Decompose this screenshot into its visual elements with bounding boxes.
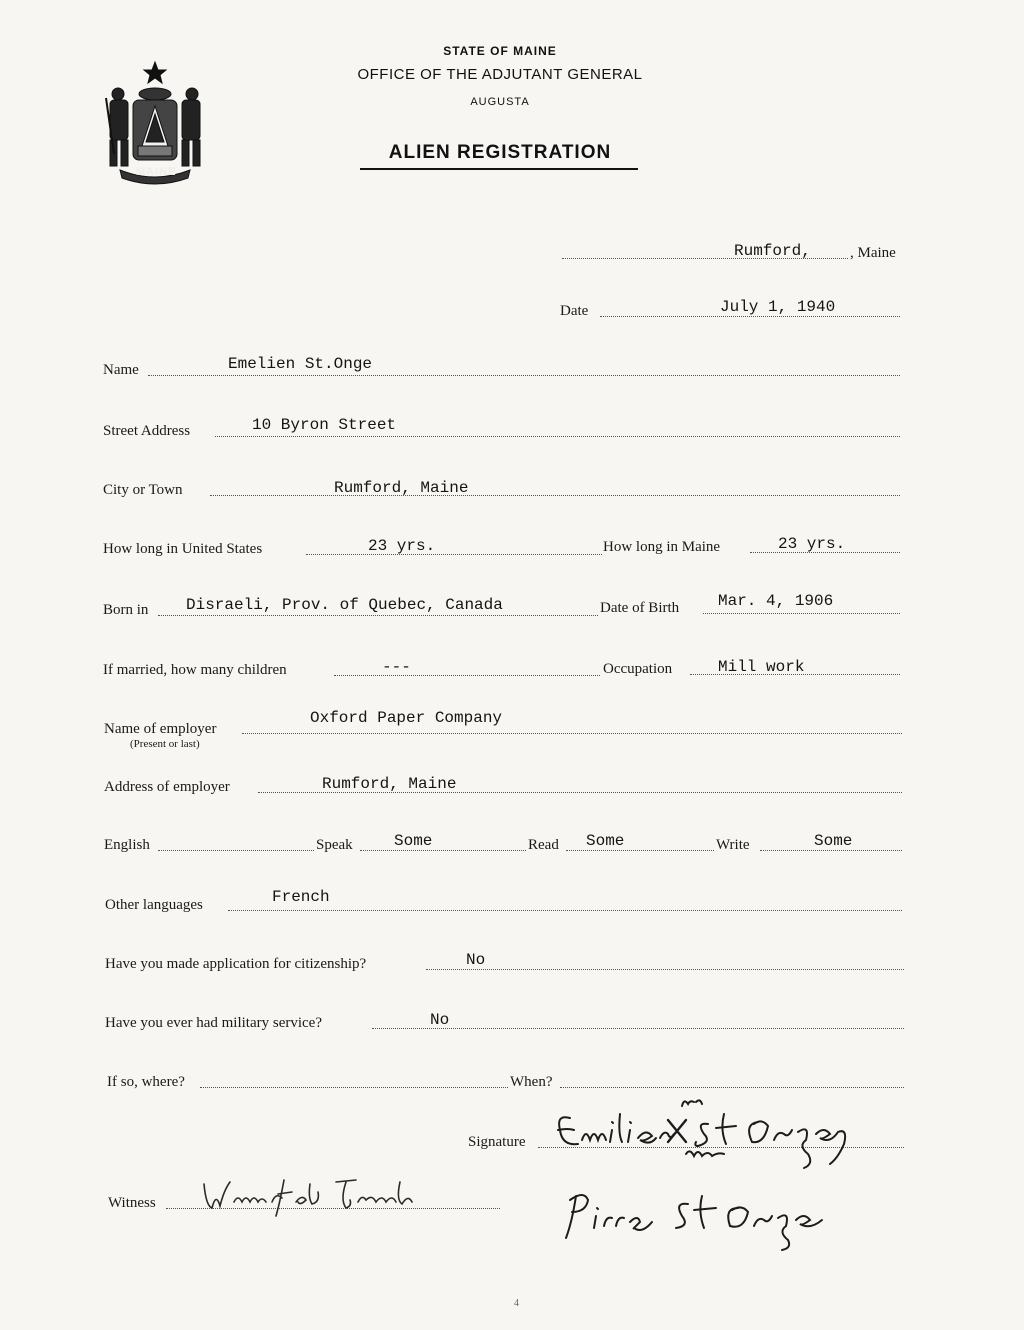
employer-label: Name of employer [104, 721, 217, 737]
header-office: OFFICE OF THE ADJUTANT GENERAL [357, 66, 643, 83]
city-dots [210, 495, 900, 496]
citizenship-dots [426, 969, 904, 970]
dob-dots [703, 613, 900, 614]
us-duration-value: 23 yrs. [368, 537, 436, 555]
street-label: Street Address [103, 423, 191, 439]
occupation-label: Occupation [603, 661, 673, 677]
citizenship-value: No [466, 951, 486, 969]
speak-value: Some [394, 832, 433, 850]
read-value: Some [586, 832, 625, 850]
english-label: English [104, 837, 150, 853]
us-duration-label: How long in United States [103, 541, 263, 557]
employer-address-label: Address of employer [104, 779, 230, 795]
speak-label: Speak [316, 837, 353, 853]
date-label: Date [560, 303, 589, 319]
born-in-label: Born in [103, 602, 149, 618]
english-dots [158, 850, 314, 851]
witness-signature [196, 1172, 426, 1218]
military-value: No [430, 1011, 450, 1029]
maine-duration-value: 23 yrs. [778, 535, 846, 553]
date-dots [600, 316, 900, 317]
where-label: If so, where? [107, 1074, 185, 1090]
title-underline [360, 168, 638, 170]
military-label: Have you ever had military service? [105, 1015, 322, 1031]
children-label: If married, how many children [103, 662, 287, 678]
citizenship-label: Have you made application for citizenship? [105, 956, 367, 972]
children-value: --- [382, 658, 411, 676]
handwritten-signature [548, 1094, 878, 1174]
seal-banner-text: MAINE [136, 166, 177, 178]
name-dots [148, 375, 900, 376]
city-label: City or Town [103, 482, 183, 498]
witness-label: Witness [108, 1195, 156, 1211]
header-city: AUGUSTA [470, 96, 530, 108]
occupation-value: Mill work [718, 658, 805, 676]
street-value: 10 Byron Street [252, 416, 397, 434]
name-label: Name [103, 362, 139, 378]
date-value: July 1, 1940 [720, 298, 836, 316]
place-value: Rumford, [734, 242, 811, 260]
employer-value: Oxford Paper Company [310, 709, 503, 727]
street-dots [215, 436, 900, 437]
header-state: STATE OF MAINE [443, 44, 557, 58]
children-dots [334, 675, 600, 676]
read-dots [566, 850, 714, 851]
maine-duration-label: How long in Maine [603, 539, 721, 555]
write-label: Write [716, 837, 750, 853]
dob-value: Mar. 4, 1906 [718, 592, 834, 610]
employer-address-value: Rumford, Maine [322, 775, 457, 793]
form-title: ALIEN REGISTRATION [388, 142, 612, 163]
read-label: Read [528, 837, 559, 853]
when-label: When? [510, 1074, 553, 1090]
city-value: Rumford, Maine [334, 479, 469, 497]
born-in-value: Disraeli, Prov. of Quebec, Canada [186, 596, 503, 614]
place-suffix: , Maine [850, 245, 896, 261]
other-languages-dots [228, 910, 902, 911]
other-languages-label: Other languages [105, 897, 203, 913]
when-dots [560, 1087, 904, 1088]
write-value: Some [814, 832, 853, 850]
signature-label: Signature [468, 1134, 526, 1150]
dob-label: Date of Birth [600, 600, 680, 616]
us-duration-dots [306, 554, 602, 555]
other-languages-value: French [272, 888, 330, 906]
page-mark: 4 [514, 1298, 519, 1309]
employer-sublabel: (Present or last) [130, 738, 200, 750]
employer-dots [242, 733, 902, 734]
where-dots [200, 1087, 508, 1088]
name-value: Emelien St.Onge [228, 355, 373, 373]
second-signature [560, 1182, 830, 1252]
military-dots [372, 1028, 904, 1029]
born-in-dots [158, 615, 598, 616]
write-dots [760, 850, 902, 851]
speak-dots [360, 850, 526, 851]
